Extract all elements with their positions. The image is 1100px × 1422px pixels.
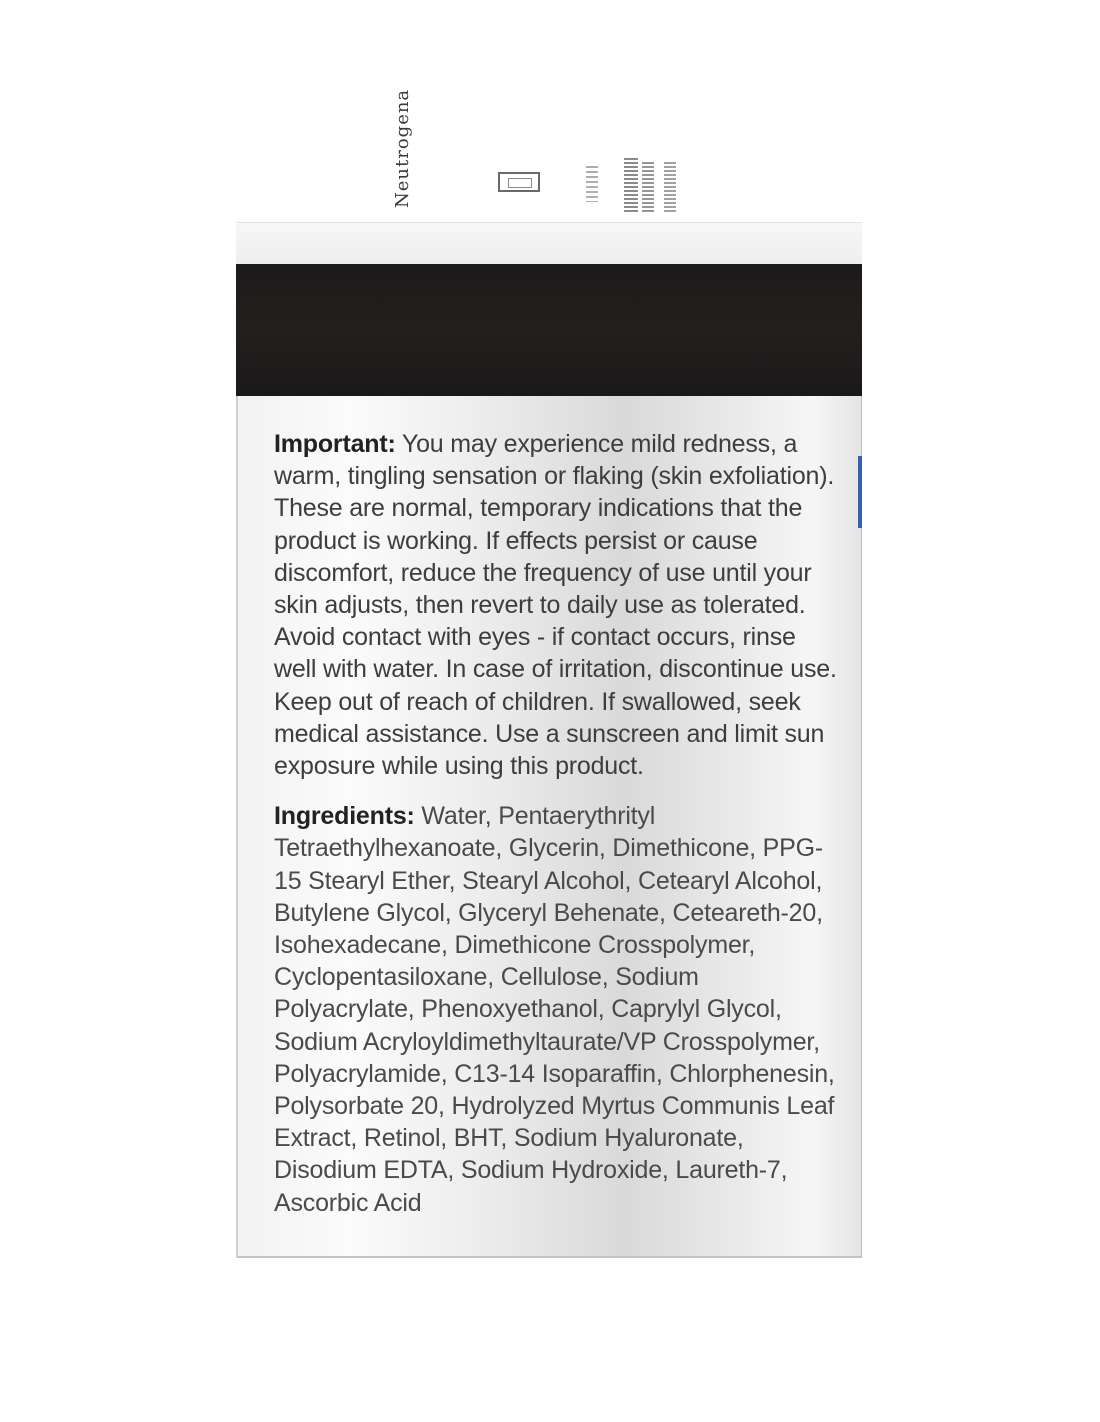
blue-edge-tab [858, 456, 862, 528]
ingredients-label: Ingredients: [274, 802, 415, 831]
box-top-flap [380, 88, 700, 222]
flap-fine-print [624, 158, 638, 212]
ingredients-text: Water, Pentaerythrityl Tetraethylhexanoate, Glycerin, Dimethicone, PPG-15 Stearyl Ether, Stearyl Alcohol, Cetearyl Alcohol, Butylene Glycol, Glyceryl Behenate, Ceteareth-20, Isohexadecane, Dimethicone Crosspolymer, Cyclopentasiloxane, Cellulose, Sodium Polyacrylate, Phenoxyethanol, Caprylyl Glycol, Sodium Acryloyldimethyltaurate/VP Crosspolymer, Polyacrylamide, C13-14 Isoparaffin, Chlorphenesin, Polysorbate 20, Hydrolyzed Myrtus Communis Leaf Extract, Retinol, BHT, Sodium Hyaluronate, Disodium EDTA, Sodium Hydroxide, Laureth-7, Ascorbic Acid [274, 802, 835, 1217]
product-box-panel [236, 222, 862, 1258]
flap-fine-print [642, 162, 654, 212]
important-text: You may experience mild redness, a warm, tingling sensation or flaking (skin exfoliation). These are normal, temporary indications that the product is working. If effects persist or cause discomfort, reduce the frequency of use until your skin adjusts, then revert to daily use as tolerated. Avoid contact with eyes - if contact occurs, rinse well with water. In case of irritation, discontinue use. Keep out of reach of children. If swallowed, seek medical assistance. Use a sunscreen and limit sun exposure while using this product. [274, 430, 837, 781]
panel-top-strip [236, 222, 862, 265]
label-copy [274, 428, 844, 1237]
flap-fine-print [586, 166, 598, 202]
ingredients-paragraph [274, 800, 844, 1219]
important-label: Important: [274, 430, 396, 458]
flap-fine-print [664, 162, 676, 212]
brand-logo-text: Neutrogena [392, 88, 413, 208]
flap-symbol-icon [498, 172, 540, 192]
black-band [236, 264, 862, 396]
important-paragraph [274, 428, 844, 782]
